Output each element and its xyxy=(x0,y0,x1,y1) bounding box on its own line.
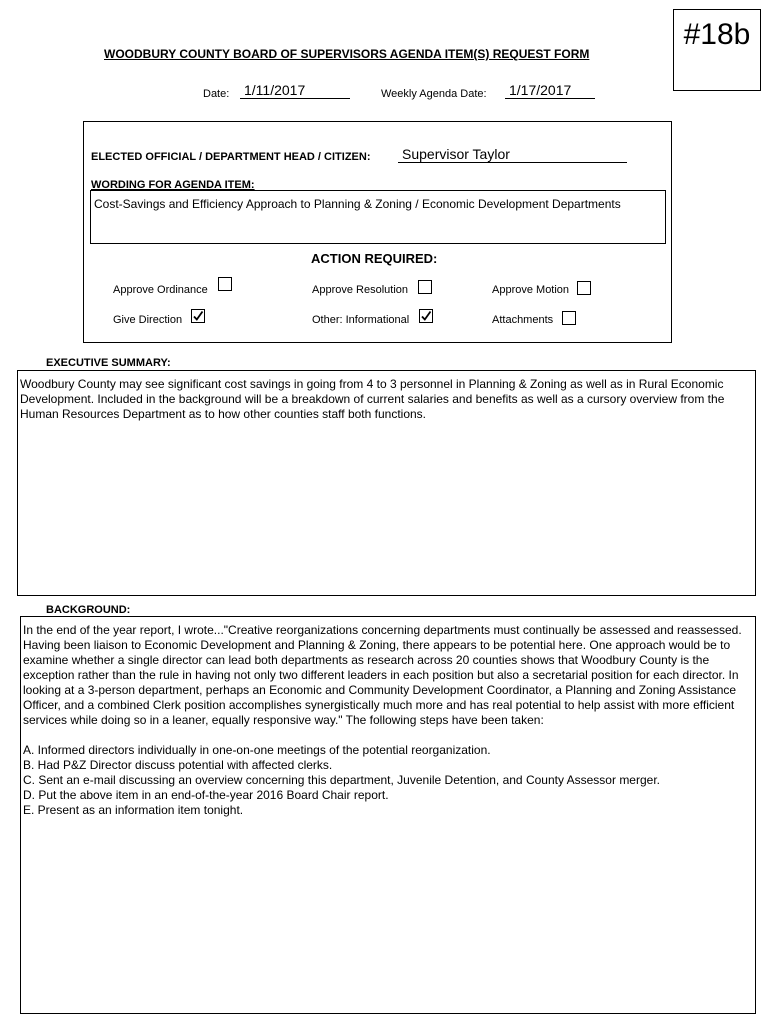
check-mark-icon xyxy=(192,310,204,322)
option-label-approve-ordinance: Approve Ordinance xyxy=(113,284,208,296)
option-label-give-direction: Give Direction xyxy=(113,314,183,326)
option-label-attachments: Attachments xyxy=(492,314,554,326)
checkbox-give-direction[interactable] xyxy=(191,309,205,323)
background-step: E. Present as an information item tonight. xyxy=(23,803,244,817)
executive-summary-label: EXECUTIVE SUMMARY: xyxy=(46,357,171,369)
executive-summary-box[interactable] xyxy=(17,370,756,596)
weekly-agenda-date-label: Weekly Agenda Date: xyxy=(381,88,487,100)
weekly-agenda-date-field[interactable]: 1/17/2017 xyxy=(505,82,595,99)
background-steps xyxy=(23,743,753,818)
executive-summary-text: Woodbury County may see significant cost savings in going from 4 to 3 personnel in Planning & Zoning as well as in Rural Economic Development. Included in the background will be a breakdown of current salaries and benefits as well as a cursory overview from the Human Resources Department as to how other counties staff both functions. xyxy=(20,377,725,421)
background-step: D. Put the above item in an end-of-the-year 2016 Board Chair report. xyxy=(23,788,389,802)
wording-label: WORDING FOR AGENDA ITEM: xyxy=(91,179,255,191)
action-required-heading: ACTION REQUIRED: xyxy=(311,251,438,266)
option-label-approve-resolution: Approve Resolution xyxy=(312,284,409,296)
checkbox-approve-motion[interactable] xyxy=(577,281,591,295)
date-field[interactable]: 1/11/2017 xyxy=(240,82,350,99)
item-number-badge: #18b xyxy=(673,9,761,91)
background-text: In the end of the year report, I wrote..."Creative reorganizations concerning departments must continually be assessed and reassessed. Having been liaison to Economic Development and Planning & Zoning, there appears to be potential here. One approach would be to examine whether a single director can lead both departments as research across 20 counties shows that Woodbury County is the exception rather than the rule in having not only two different leaders in each position but also a secretarial position for each director. In looking at a 3-person department, perhaps an Economic and Community Development Coordinator, a Planning and Zoning Assistance Officer, and a combined Clerk position accomplishes synergistically much more and has real potential to help assist with more efficient services while doing so in a leaner, equally responsive way." The following steps have been taken: xyxy=(23,623,742,727)
checkbox-approve-resolution[interactable] xyxy=(418,280,432,294)
background-step: B. Had P&Z Director discuss potential with affected clerks. xyxy=(23,758,333,772)
requester-label: ELECTED OFFICIAL / DEPARTMENT HEAD / CITIZEN: xyxy=(91,151,371,163)
wording-field[interactable]: Cost-Savings and Efficiency Approach to Planning & Zoning / Economic Development Departments xyxy=(90,190,666,244)
background-box[interactable] xyxy=(20,616,756,1014)
background-step: C. Sent an e-mail discussing an overview concerning this department, Juvenile Detention, and County Assessor merger. xyxy=(23,773,660,787)
background-label: BACKGROUND: xyxy=(46,604,131,616)
option-label-other-informational: Other: Informational xyxy=(312,314,410,326)
option-label-approve-motion: Approve Motion xyxy=(492,284,570,296)
background-step: A. Informed directors individually in one-on-one meetings of the potential reorganization. xyxy=(23,743,491,757)
form-title: WOODBURY COUNTY BOARD OF SUPERVISORS AGENDA ITEM(S) REQUEST FORM xyxy=(104,47,590,61)
checkbox-other-informational[interactable] xyxy=(419,309,433,323)
checkbox-approve-ordinance[interactable] xyxy=(218,277,232,291)
check-mark-icon xyxy=(420,310,432,322)
requester-field[interactable]: Supervisor Taylor xyxy=(398,146,627,163)
date-label: Date: xyxy=(203,88,230,100)
checkbox-attachments[interactable] xyxy=(562,311,576,325)
